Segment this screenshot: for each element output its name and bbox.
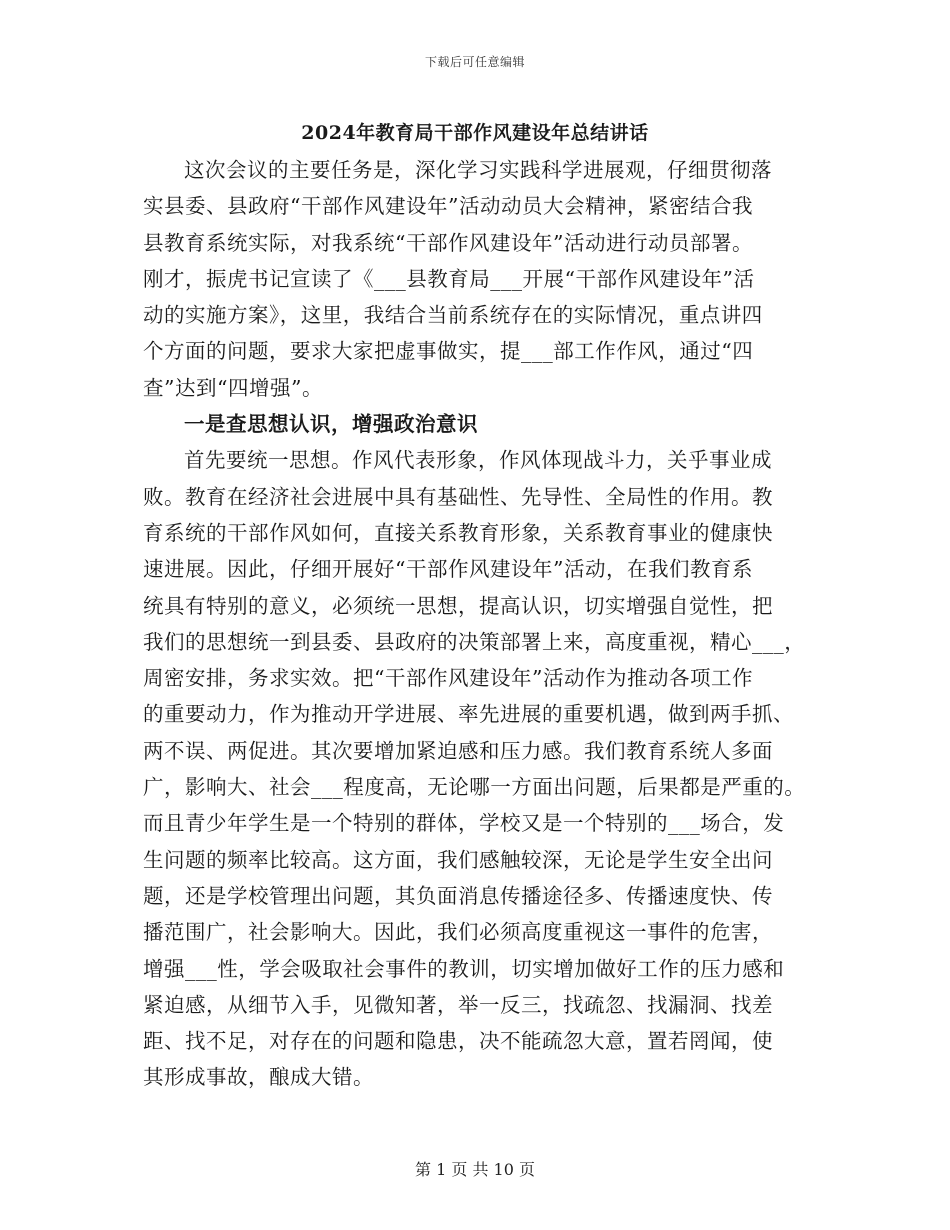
- paragraph-line: 我们的思想统一到县委、县政府的决策部署上来，高度重视，精心___，: [143, 629, 806, 654]
- paragraph-line: 县教育系统实际，对我系统“干部作风建设年”活动进行动员部署。: [143, 230, 753, 255]
- paragraph-line: 生问题的频率比较高。这方面，我们感触较深，无论是学生安全出问: [143, 847, 773, 872]
- paragraph-line: 实县委、县政府“干部作风建设年”活动动员大会精神，紧密结合我: [143, 194, 753, 219]
- paragraph-line: 广，影响大、社会___程度高，无论哪一方面出问题，后果都是严重的。: [143, 775, 806, 800]
- paragraph-line: 而且青少年学生是一个特别的群体，学校又是一个特别的___场合，发: [143, 811, 785, 836]
- section-heading: 一是查思想认识，增强政治意识: [184, 412, 478, 437]
- paragraph-line: 败。教育在经济社会进展中具有基础性、先导性、全局性的作用。教: [143, 484, 773, 509]
- paragraph-line: 这次会议的主要任务是，深化学习实践科学进展观，仔细贯彻落: [184, 158, 772, 182]
- paragraph-line: 距、找不足，对存在的问题和隐患，决不能疏忽大意，置若罔闻，使: [143, 1029, 773, 1054]
- paragraph-line: 增强___性，学会吸取社会事件的教训，切实增加做好工作的压力感和: [143, 956, 785, 981]
- paragraph-line: 其形成事故，酿成大错。: [143, 1065, 374, 1090]
- paragraph-line: 刚才，振虎书记宣读了《___县教育局___开展“干部作风建设年”活: [143, 266, 755, 291]
- paragraph-line: 统具有特别的意义，必须统一思想，提高认识，切实增强自觉性，把: [143, 593, 773, 618]
- paragraph-line: 查”达到“四增强”。: [143, 375, 323, 400]
- paragraph-line: 的重要动力，作为推动开学进展、率先进展的重要机遇，做到两手抓、: [143, 702, 794, 727]
- paragraph-line: 周密安排，务求实效。把“干部作风建设年”活动作为推动各项工作: [143, 666, 753, 691]
- paragraph-line: 两不误、两促进。其次要增加紧迫感和压力感。我们教育系统人多面: [143, 738, 773, 763]
- document-body: [143, 152, 833, 1096]
- paragraph-line: 育系统的干部作风如何，直接关系教育形象，关系教育事业的健康快: [143, 520, 773, 545]
- paragraph-line: 题，还是学校管理出问题，其负面消息传播途径多、传播速度快、传: [143, 883, 773, 908]
- paragraph-line: 紧迫感，从细节入手，见微知著，举一反三，找疏忽、找漏洞、找差: [143, 992, 773, 1017]
- paragraph-line: 播范围广，社会影响大。因此，我们必须高度重视这一事件的危害，: [143, 920, 773, 945]
- paragraph-line: 首先要统一思想。作风代表形象，作风体现战斗力，关乎事业成: [184, 448, 772, 473]
- document-title: 2024年教育局干部作风建设年总结讲话: [301, 122, 649, 144]
- paragraph-line: 速进展。因此，仔细开展好“干部作风建设年”活动，在我们教育系: [143, 557, 753, 582]
- page-number: 第 1 页 共 10 页: [415, 1160, 535, 1179]
- paragraph-line: 个方面的问题，要求大家把虚事做实，提___部工作作风，通过“四: [143, 339, 754, 364]
- paragraph-line: 动的实施方案》，这里，我结合当前系统存在的实际情况，重点讲四: [143, 303, 763, 328]
- header-note: 下载后可任意编辑: [424, 55, 525, 69]
